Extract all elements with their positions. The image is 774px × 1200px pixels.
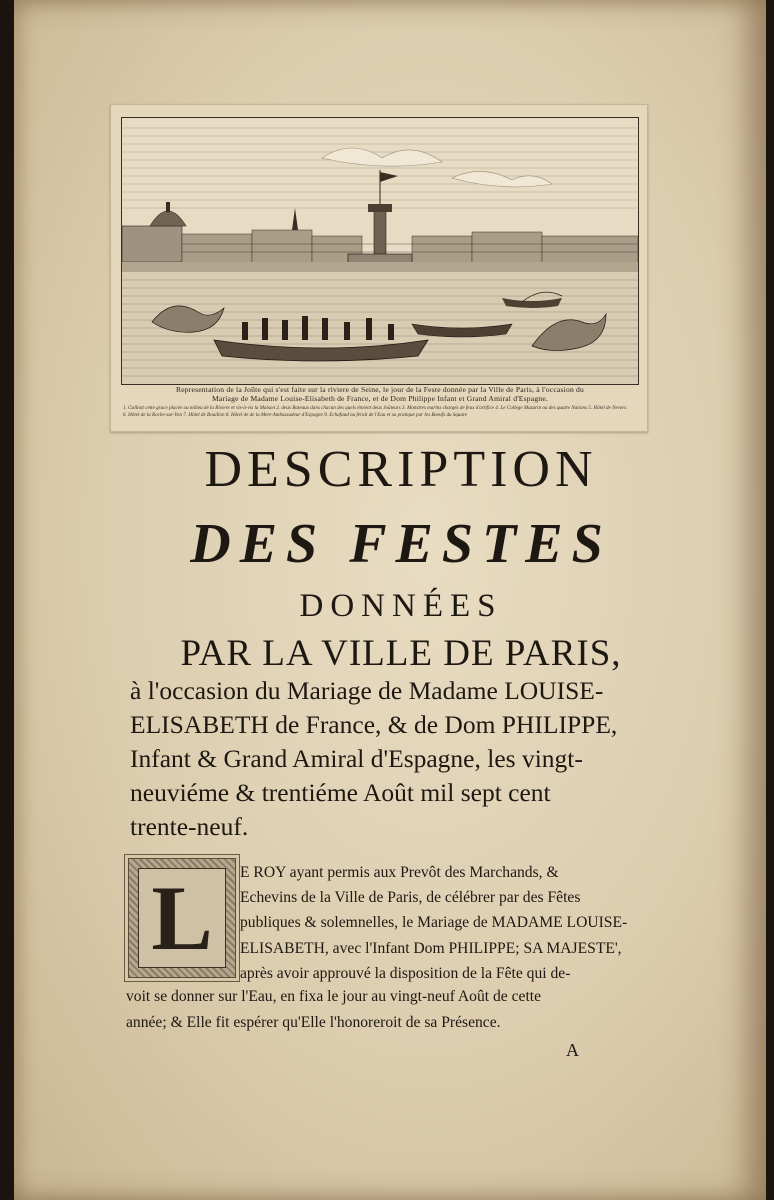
body-line: publiques & solemnelles, le Mariage de MADAME LOUISE- (240, 914, 628, 932)
subtitle-line: neuviéme & trentiéme Août mil sept cent (130, 778, 551, 807)
body-tail (126, 984, 626, 1036)
plate-caption-line1: Representation de la Joûte qui s'est faite sur la riviere de Seine, le jour de la Feste donnée par la Ville de Paris, à l'occasion du (175, 385, 585, 394)
subtitle-block (130, 674, 642, 844)
catchword: A (566, 1040, 579, 1060)
plate-key-line1: 1. Galliott cette grace placée au milieu de la Riviere et vis-à-vis la Maison 2. deux Bateaux dans chacun des quels étoient deux Joûteurs 3. Monstres marins chargés de feux d'artifice 4. Le College Mazarin ou des quatre Nations 5. Hôtel de Nevers (123, 405, 627, 411)
initial-letter: L (151, 867, 213, 969)
body-paragraph (240, 860, 628, 986)
title-description: DESCRIPTION (204, 441, 598, 498)
body-line: ELISABETH, avec l'Infant Dom PHILIPPE; SA MAJESTE', (240, 939, 622, 957)
title-par-la-ville: PAR LA VILLE DE PARIS, (180, 633, 622, 674)
body-tail-line: année; & Elle fit espérer qu'Elle l'honoreroit de sa Présence. (126, 1014, 501, 1031)
decorated-initial (128, 858, 236, 978)
subtitle-line: ELISABETH de France, & de Dom PHILIPPE, (130, 710, 618, 739)
initial-frame (138, 868, 226, 968)
subtitle-line: Infant & Grand Amiral d'Espagne, les vingt- (130, 744, 583, 773)
body-tail-line: voit se donner sur l'Eau, en fixa le jour au vingt-neuf Août de cette (126, 988, 542, 1005)
title-des-festes: DES FESTES (190, 513, 612, 575)
plate-caption (123, 385, 637, 404)
subtitle-line: trente-neuf. (130, 812, 249, 841)
engraving-joute-seine (121, 117, 639, 385)
title-donnees: DONNÉES (299, 588, 503, 624)
plate-key (123, 405, 637, 418)
body-line: E ROY ayant permis aux Prevôt des Marchands, & (240, 864, 559, 881)
plate-caption-line2: Mariage de Madame Louise-Elisabeth de France, et de Dom Philippe Infant et Grand Amiral d'Espagne. (211, 394, 548, 404)
book-page (14, 0, 766, 1200)
body-line: Echevins de la Ville de Paris, de célébrer par des Fêtes (240, 889, 581, 907)
engraved-plate (110, 104, 648, 432)
body-line: après avoir approuvé la disposition de la Fête qui de- (240, 964, 571, 982)
subtitle-line: à l'occasion du Mariage de Madame LOUISE- (130, 676, 604, 705)
engraving-illustration (122, 118, 638, 384)
plate-key-line2: 6. Hôtel de la Roche-sur-Yon 7. Hôtel de Bouillon 8. Hôtel de de la Mere Ambassadeur d'Espagne 9. Echafaud ou ferait de l'Eau et sa pratique par les Boeufs du Square (123, 411, 468, 418)
